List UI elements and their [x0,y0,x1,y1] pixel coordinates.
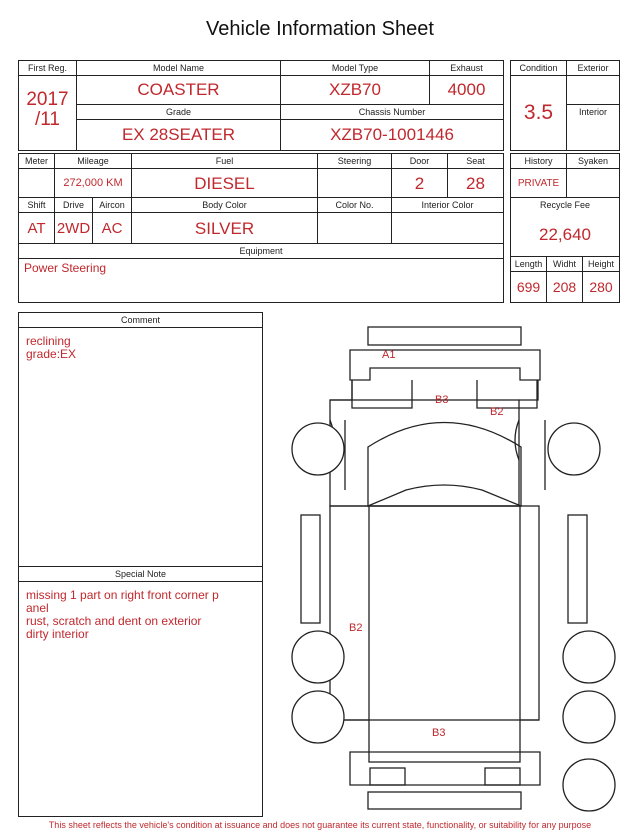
comment-label: Comment [19,313,262,328]
height-label: Height [583,257,619,272]
interior-color-label: Interior Color [392,198,503,213]
mileage-value: 272,000 KM [55,169,132,198]
cab-corner-shape [330,420,519,460]
history-table [510,153,620,303]
body-color-label: Body Color [132,198,318,213]
comment-box [18,312,263,817]
rear-right-wheel-3-shape [563,759,615,811]
height-value: 280 [589,279,613,295]
main-info-table [18,60,504,151]
seat-label: Seat [448,154,503,169]
chassis-number-label: Chassis Number [281,105,503,120]
first-reg-cell [19,61,77,150]
condition-label: Condition [511,61,567,76]
history-value: PRIVATE [511,169,567,198]
body-color-value: SILVER [132,213,318,244]
color-no-label: Color No. [318,198,392,213]
fuel-value: DIESEL [132,169,318,198]
equipment-value: Power Steering [24,261,107,275]
model-name-label: Model Name [77,61,281,76]
right-side-panel-shape [568,515,587,623]
steering-value [318,169,392,198]
front-right-wheel-shape [548,423,600,475]
exhaust-label: Exhaust [430,61,503,76]
rear-right-wheel-1-shape [563,631,615,683]
interior-color-value [392,213,503,244]
first-reg-year: 2017 [26,89,69,110]
right-headlight-shape [477,380,537,408]
page-title: Vehicle Information Sheet [206,18,434,40]
hood-edge-shape [330,380,538,400]
special-note-label: Special Note [19,567,262,582]
length-value: 699 [511,272,547,302]
condition-table [510,60,620,151]
meter-label: Meter [19,154,55,169]
condition-value: 3.5 [511,76,567,150]
first-reg-label: First Reg. [19,61,76,76]
rear-right-wheel-2-shape [563,691,615,743]
specs-table [18,153,504,303]
grade-value: EX 28SEATER [77,120,281,150]
body-center-shape [369,506,520,762]
exhaust-value: 4000 [430,76,503,105]
interior-label: Interior [578,107,607,117]
cab-side-shape [345,420,545,490]
recycle-fee-value: 22,640 [511,213,619,257]
rear-left-wheel-1-shape [292,631,344,683]
door-label: Door [392,154,448,169]
shift-label: Shift [19,198,55,213]
equipment-label: Equipment [19,244,503,259]
history-label: History [511,154,567,169]
front-panel-shape [350,350,540,380]
windshield-shape [368,423,521,507]
left-side-panel-shape [301,515,320,623]
meter-value [19,169,55,198]
seat-value: 28 [448,169,503,198]
length-label: Length [511,257,547,272]
fuel-label: Fuel [132,154,318,169]
rear-bumper-shape [368,792,521,809]
syaken-value [567,169,619,198]
width-label: Widht [547,257,583,272]
aircon-value: AC [93,213,132,244]
steering-label: Steering [318,154,392,169]
syaken-label: Syaken [567,154,619,169]
exterior-label: Exterior [567,61,619,76]
model-type-label: Model Type [281,61,430,76]
shift-value: AT [19,213,55,244]
door-value: 2 [392,169,448,198]
exterior-value [567,76,619,105]
recycle-fee-label: Recycle Fee [539,200,591,210]
special-note-text: missing 1 part on right front corner p anel rust, scratch and dent on exterior dirty interior [26,588,219,641]
model-type-value: XZB70 [281,76,430,105]
aircon-label: Aircon [93,198,132,213]
drive-value: 2WD [55,213,93,244]
rear-left-wheel-2-shape [292,691,344,743]
first-reg-month: /11 [34,109,60,130]
chassis-number-value: XZB70-1001446 [330,125,454,144]
drive-label: Drive [55,198,93,213]
front-left-wheel-shape [292,423,344,475]
mark-b2-side: B2 [349,622,363,634]
comment-text: reclining grade:EX [26,334,77,361]
mileage-label: Mileage [55,154,132,169]
width-value: 208 [547,272,583,302]
roof-shape [330,506,539,720]
front-bumper-shape [368,327,521,345]
rear-right-lamp-shape [485,768,520,785]
rear-left-lamp-shape [370,768,405,785]
disclaimer-footer: This sheet reflects the vehicle's condition at issuance and does not guarantee its current state, functionality, or suitability for any purpose [48,820,592,830]
vehicle-damage-diagram [270,318,635,818]
left-headlight-shape [352,380,412,408]
grade-label: Grade [77,105,281,120]
mark-b3-top: B3 [435,394,449,406]
mark-b3-bottom: B3 [432,727,446,739]
mark-b2-top: B2 [490,406,504,418]
color-no-value [318,213,392,244]
mark-a1: A1 [382,349,396,361]
model-name-value: COASTER [77,76,281,105]
